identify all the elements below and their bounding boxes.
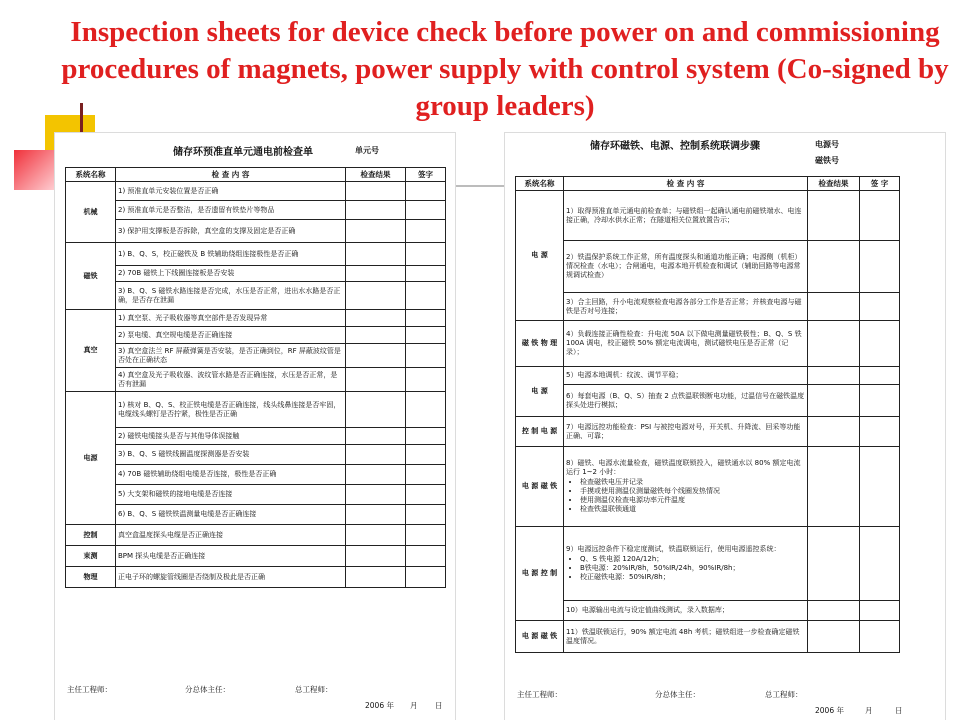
procedure-step-text: 11）铁温联锁运行，90% 额定电流 48h 考机；磁铁组进一步检查确定磁铁温度情况。: [566, 627, 800, 645]
system-category-cell: 物理: [66, 567, 116, 588]
table-row: [516, 191, 900, 241]
check-result-cell: [808, 527, 860, 601]
check-result-cell: [346, 465, 406, 485]
unit-number-label: 单元号: [355, 146, 379, 155]
procedure-step-cell: [564, 367, 808, 385]
check-result-cell: [808, 385, 860, 417]
check-item-cell: 1) B、Q、S，校正磁铁及 B 铁辅助绕组连接极性是否正确: [116, 243, 346, 266]
signature-cell: [406, 445, 446, 465]
decor-red-block: [14, 150, 56, 190]
check-result-cell: [808, 191, 860, 241]
header-check-content: 检 查 内 容: [564, 177, 808, 191]
signature-cell: [406, 182, 446, 201]
left-date-month: 月: [410, 701, 418, 710]
table-row: [66, 220, 446, 243]
signature-cell: [406, 392, 446, 428]
check-item-cell: 3) 保护用支撑板是否拆除，真空盒的支撑及固定是否正确: [116, 220, 346, 243]
check-result-cell: [346, 344, 406, 368]
table-row: [516, 321, 900, 367]
check-result-cell: [346, 392, 406, 428]
right-date-day: 日: [895, 706, 903, 715]
header-system-name: 系统名称: [66, 168, 116, 182]
table-row: [516, 601, 900, 621]
table-row: [516, 241, 900, 293]
table-row: [66, 445, 446, 465]
left-form-title: 储存环预准直单元通电前检查单: [173, 147, 313, 158]
check-result-cell: [346, 310, 406, 327]
right-footer-general-engineer: 总工程师：: [765, 690, 803, 699]
system-category-cell: 机械: [66, 182, 116, 243]
table-row: [66, 243, 446, 266]
left-footer-general-engineer: 总工程师：: [295, 685, 333, 694]
signature-cell: [406, 465, 446, 485]
commissioning-procedure-sheet: [505, 133, 945, 720]
procedure-step-text: 3）合主回路，升小电流观察检查电源各部分工作是否正常；并核查电源与磁铁是否对号连接；: [566, 297, 802, 315]
signature-cell: [860, 527, 900, 601]
table-row: [66, 327, 446, 344]
check-result-cell: [808, 293, 860, 321]
check-item-cell: 真空盒温度探头电缆是否正确连接: [116, 525, 346, 546]
signature-cell: [406, 201, 446, 220]
check-result-cell: [346, 220, 406, 243]
table-row: [516, 527, 900, 601]
signature-cell: [406, 344, 446, 368]
check-result-cell: [346, 505, 406, 525]
signature-cell: [406, 567, 446, 588]
list-item: • 检查磁铁电压并记录: [580, 478, 805, 487]
header-signature: 签 字: [860, 177, 900, 191]
signature-cell: [406, 266, 446, 282]
check-item-cell: 1) 预准直单元安装位置是否正确: [116, 182, 346, 201]
signature-cell: [860, 447, 900, 527]
table-row: [66, 201, 446, 220]
table-row: [66, 368, 446, 392]
system-category-cell: 磁铁: [66, 243, 116, 310]
signature-cell: [406, 428, 446, 445]
signature-cell: [860, 417, 900, 447]
pre-power-inspection-sheet: [55, 133, 455, 720]
list-item: • 手摸或使用测温仪测量磁铁每个线圈发热情况: [580, 487, 805, 496]
check-result-cell: [346, 368, 406, 392]
procedure-step-cell: [564, 621, 808, 653]
check-result-cell: [346, 546, 406, 567]
procedure-step-cell: [564, 293, 808, 321]
procedure-sub-list: [566, 478, 805, 514]
signature-cell: [406, 220, 446, 243]
procedure-step-text: 8）磁铁、电源水流量检查，磁铁温度联锁投入，磁铁通水以 80% 额定电流运行 1~2 小时：: [566, 459, 801, 476]
check-item-cell: 1) 真空泵、光子吸收器等真空部件是否发现异常: [116, 310, 346, 327]
table-row: [516, 417, 900, 447]
check-result-cell: [346, 428, 406, 445]
check-item-cell: 6) B、Q、S 磁铁铁温测量电缆是否正确连接: [116, 505, 346, 525]
check-result-cell: [346, 182, 406, 201]
procedure-step-text: 2）铁温保护系统工作正常，所有温度探头和通道功能正确；电源侧（机柜）情况检查（水电）；合闸通电，电源本地开机检查和调试（辅助回路等电源常规调试检查）: [566, 253, 802, 279]
check-item-cell: 3) B、Q、S 磁铁线圈温度探测器是否安装: [116, 445, 346, 465]
table-row: [66, 525, 446, 546]
table-row: [66, 310, 446, 327]
power-number-label: 电源号: [815, 140, 839, 149]
table-row: [66, 282, 446, 310]
procedure-step-cell: [564, 447, 808, 527]
system-category-cell: 电 源: [516, 367, 564, 417]
signature-cell: [406, 282, 446, 310]
system-category-cell: 电 源: [516, 191, 564, 321]
list-item: • B铁电源：20%IR/8h，50%IR/24h，90%IR/8h；: [580, 564, 805, 573]
left-inspection-table: [65, 167, 446, 588]
table-row: [66, 546, 446, 567]
check-item-cell: 3) 真空盒法兰 RF 屏蔽弹簧是否安装，是否正确到位，RF 屏蔽波纹管是否处在正确状态: [116, 344, 346, 368]
table-row: [66, 465, 446, 485]
signature-cell: [406, 485, 446, 505]
right-footer-chief-engineer: 主任工程师：: [517, 690, 562, 699]
table-row: [66, 567, 446, 588]
table-row: [516, 447, 900, 527]
check-result-cell: [346, 201, 406, 220]
procedure-step-cell: [564, 527, 808, 601]
check-result-cell: [808, 621, 860, 653]
procedure-step-text: 9）电源远控条件下稳定度测试，铁温联锁运行，使用电源遥控系统：: [566, 545, 781, 553]
check-item-cell: 4) 真空盒及光子吸收器、波纹管水路是否正确连接，水压是否正常，是否有泄漏: [116, 368, 346, 392]
magnet-number-label: 磁铁号: [815, 156, 839, 165]
signature-cell: [860, 191, 900, 241]
check-item-cell: BPM 探头电缆是否正确连接: [116, 546, 346, 567]
check-item-cell: 2) 泵电缆、真空规电缆是否正确连接: [116, 327, 346, 344]
list-item: • 检查铁温联锁通道: [580, 505, 805, 514]
check-result-cell: [346, 485, 406, 505]
table-row: [516, 385, 900, 417]
procedure-step-cell: [564, 385, 808, 417]
decor-horizontal-line: [455, 185, 505, 187]
list-item: • 使用测温仪检查电源功率元件温度: [580, 496, 805, 505]
check-result-cell: [346, 525, 406, 546]
check-result-cell: [346, 445, 406, 465]
slide-title: Inspection sheets for device check before power on and commissioning procedures of magnets, power supply with control system (Co-signed by group leaders): [61, 16, 949, 122]
check-result-cell: [346, 243, 406, 266]
right-footer-subsystem-chief: 分总体主任：: [655, 690, 700, 699]
procedure-step-cell: [564, 321, 808, 367]
header-signature: 签字: [406, 168, 446, 182]
system-category-cell: 电 源 控 制: [516, 527, 564, 621]
check-result-cell: [346, 327, 406, 344]
check-result-cell: [346, 567, 406, 588]
signature-cell: [860, 621, 900, 653]
table-row: [516, 293, 900, 321]
check-item-cell: 3) B、Q、S 磁铁水路连接是否完成，水压是否正常，进出水水路是否正确，是否存在泄漏: [116, 282, 346, 310]
right-procedure-table: [515, 176, 900, 653]
table-row: [66, 266, 446, 282]
signature-cell: [860, 367, 900, 385]
left-date-year: 2006 年: [365, 701, 394, 710]
check-result-cell: [808, 241, 860, 293]
check-item-cell: 1) 核对 B、Q、S、校正铁电缆是否正确连接，线头线鼻连接是否牢固，电缆线头螺钉是否拧紧，极性是否正确: [116, 392, 346, 428]
table-row: [516, 621, 900, 653]
check-item-cell: 5) 大支架和磁铁的接地电缆是否连接: [116, 485, 346, 505]
procedure-step-cell: [564, 191, 808, 241]
table-row: [66, 505, 446, 525]
signature-cell: [406, 368, 446, 392]
signature-cell: [406, 310, 446, 327]
signature-cell: [406, 327, 446, 344]
check-result-cell: [808, 367, 860, 385]
table-row: [66, 182, 446, 201]
signature-cell: [406, 243, 446, 266]
table-row: [66, 344, 446, 368]
table-row: [66, 428, 446, 445]
right-date-month: 月: [865, 706, 873, 715]
check-result-cell: [808, 447, 860, 527]
procedure-step-text: 5）电源本地调机：纹波、调节平稳；: [566, 371, 683, 379]
procedure-sub-list: [566, 555, 805, 582]
signature-cell: [406, 525, 446, 546]
procedure-step-text: 1）取得预准直单元通电前检查单；与磁铁组一起确认通电前磁铁端水、电连接正确，冷却水供水正常；在隧道相关位置放置告示；: [566, 206, 802, 224]
list-item: • 校正磁铁电源：50%IR/8h；: [580, 573, 805, 582]
table-row: [66, 392, 446, 428]
system-category-cell: 控 制 电 源: [516, 417, 564, 447]
procedure-step-text: 10）电源输出电流与设定值曲线测试，录入数据库；: [566, 606, 729, 614]
system-category-cell: 控制: [66, 525, 116, 546]
procedure-step-text: 6）每套电源（B、Q、S）抽查 2 点铁温联锁断电功能，过温信号在磁铁温度探头处进行模拟；: [566, 391, 805, 409]
system-category-cell: 束测: [66, 546, 116, 567]
signature-cell: [860, 293, 900, 321]
system-category-cell: 电 源 磁 铁: [516, 447, 564, 527]
procedure-step-cell: [564, 417, 808, 447]
check-result-cell: [346, 282, 406, 310]
system-category-cell: 电源: [66, 392, 116, 525]
check-result-cell: [808, 321, 860, 367]
header-check-content: 检 查 内 容: [116, 168, 346, 182]
list-item: • Q、S 铁电源 120A/12h；: [580, 555, 805, 564]
header-system-name: 系统名称: [516, 177, 564, 191]
signature-cell: [860, 321, 900, 367]
check-item-cell: 正电子环的螺旋管线圈是否绕制及极此是否正确: [116, 567, 346, 588]
check-result-cell: [808, 417, 860, 447]
left-date-day: 日: [435, 701, 443, 710]
check-result-cell: [808, 601, 860, 621]
procedure-step-cell: [564, 241, 808, 293]
header-check-result: 检查结果: [808, 177, 860, 191]
procedure-step-text: 7）电源远控功能检查：PSI 与被控电源对号，开关机、升降流、回采等功能正确、可靠；: [566, 422, 801, 440]
table-row: [516, 367, 900, 385]
system-category-cell: 真空: [66, 310, 116, 392]
signature-cell: [406, 505, 446, 525]
check-item-cell: 4) 70B 磁铁辅助绕组电缆是否连接，极性是否正确: [116, 465, 346, 485]
procedure-step-cell: [564, 601, 808, 621]
check-item-cell: 2) 70B 磁铁上下线圈连接板是否安装: [116, 266, 346, 282]
procedure-step-text: 4）负载连接正确性检查：升电流 50A 以下做电测量磁铁极性；B、Q、S 铁 100A 调电，校正磁铁 50% 额定电流调电，测试磁铁电压是否正常（记录）；: [566, 330, 802, 356]
system-category-cell: 电 源 磁 铁: [516, 621, 564, 653]
signature-cell: [860, 601, 900, 621]
signature-cell: [860, 241, 900, 293]
left-footer-chief-engineer: 主任工程师：: [67, 685, 112, 694]
check-result-cell: [346, 266, 406, 282]
header-check-result: 检查结果: [346, 168, 406, 182]
signature-cell: [406, 546, 446, 567]
system-category-cell: 磁 铁 物 理: [516, 321, 564, 367]
right-date-year: 2006 年: [815, 706, 844, 715]
check-item-cell: 2) 预准直单元是否整洁，是否遗留有铁垫片等物品: [116, 201, 346, 220]
table-row: [66, 485, 446, 505]
check-item-cell: 2) 磁铁电缆接头是否与其他导体误接触: [116, 428, 346, 445]
left-footer-subsystem-chief: 分总体主任：: [185, 685, 230, 694]
signature-cell: [860, 385, 900, 417]
right-form-title: 储存环磁铁、电源、控制系统联调步骤: [590, 141, 760, 152]
